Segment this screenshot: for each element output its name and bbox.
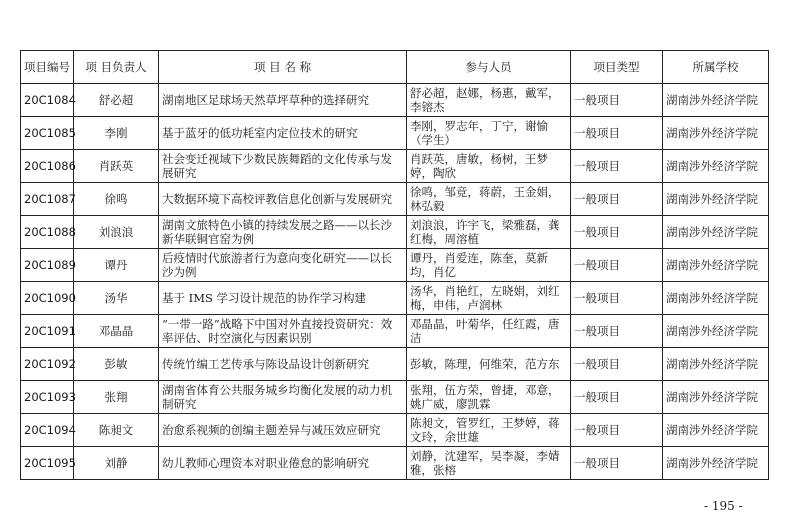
table-row <box>21 348 769 381</box>
table-row <box>21 414 769 447</box>
header-id: 项目编号 <box>21 51 74 84</box>
cell-school: 湖南涉外经济学院 <box>663 249 769 282</box>
cell-lead: 张翔 <box>74 381 159 414</box>
cell-school: 湖南涉外经济学院 <box>663 315 769 348</box>
cell-id: 20C1087 <box>21 183 74 216</box>
cell-type: 一般项目 <box>571 447 663 480</box>
cell-type: 一般项目 <box>571 381 663 414</box>
cell-title: “一带一路”战略下中国对外直接投资研究：效率评估、时空演化与因素识别 <box>159 315 407 348</box>
table-row <box>21 117 769 150</box>
table-row <box>21 249 769 282</box>
cell-type: 一般项目 <box>571 282 663 315</box>
cell-id: 20C1086 <box>21 150 74 183</box>
cell-title: 幼儿教师心理资本对职业倦怠的影响研究 <box>159 447 407 480</box>
cell-school: 湖南涉外经济学院 <box>663 216 769 249</box>
cell-members: 李刚，罗志年，丁宁，谢愉（学生） <box>407 117 571 150</box>
cell-type: 一般项目 <box>571 150 663 183</box>
cell-school: 湖南涉外经济学院 <box>663 447 769 480</box>
cell-lead: 肖跃英 <box>74 150 159 183</box>
table-row <box>21 216 769 249</box>
cell-type: 一般项目 <box>571 183 663 216</box>
cell-id: 20C1091 <box>21 315 74 348</box>
cell-school: 湖南涉外经济学院 <box>663 381 769 414</box>
header-title: 项 目 名 称 <box>159 51 407 84</box>
cell-lead: 徐鸣 <box>74 183 159 216</box>
cell-id: 20C1084 <box>21 84 74 117</box>
table-row <box>21 315 769 348</box>
cell-lead: 舒必超 <box>74 84 159 117</box>
header-lead: 项 目负责人 <box>74 51 159 84</box>
cell-id: 20C1092 <box>21 348 74 381</box>
cell-lead: 陈昶文 <box>74 414 159 447</box>
cell-members: 张翔，伍方荣，曾捷，邓意，姚广威，廖凯霖 <box>407 381 571 414</box>
cell-title: 后疫情时代旅游者行为意向变化研究——以长沙为例 <box>159 249 407 282</box>
cell-lead: 彭敏 <box>74 348 159 381</box>
cell-lead: 李刚 <box>74 117 159 150</box>
cell-title: 湖南省体育公共服务城乡均衡化发展的动力机制研究 <box>159 381 407 414</box>
cell-type: 一般项目 <box>571 216 663 249</box>
page-number: - 195 - <box>704 499 743 513</box>
cell-members: 彭敏，陈理，何维荣，范方东 <box>407 348 571 381</box>
cell-id: 20C1093 <box>21 381 74 414</box>
cell-title: 治愈系视频的创编主题差异与减压效应研究 <box>159 414 407 447</box>
cell-school: 湖南涉外经济学院 <box>663 84 769 117</box>
cell-title: 传统竹编工艺传承与陈设品设计创新研究 <box>159 348 407 381</box>
project-table <box>20 50 769 480</box>
cell-title: 社会变迁视域下少数民族舞蹈的文化传承与发展研究 <box>159 150 407 183</box>
cell-title: 湖南文旅特色小镇的持续发展之路——以长沙新华联铜官窑为例 <box>159 216 407 249</box>
cell-members: 舒必超，赵娜，杨惠，戴军，李镕杰 <box>407 84 571 117</box>
cell-lead: 刘浪浪 <box>74 216 159 249</box>
cell-type: 一般项目 <box>571 315 663 348</box>
cell-members: 刘浪浪，许宇飞，梁雅磊，龚红梅，周溶植 <box>407 216 571 249</box>
header-school: 所属学校 <box>663 51 769 84</box>
cell-members: 刘静，沈建军，吴李凝，李婧雅，张榕 <box>407 447 571 480</box>
table-row <box>21 381 769 414</box>
cell-lead: 刘静 <box>74 447 159 480</box>
cell-lead: 邓晶晶 <box>74 315 159 348</box>
cell-members: 汤华，肖艳红，左晓娟，刘红梅，申伟，卢润林 <box>407 282 571 315</box>
cell-type: 一般项目 <box>571 414 663 447</box>
cell-members: 肖跃英，唐敏，杨树，王梦婷，陶欣 <box>407 150 571 183</box>
cell-id: 20C1085 <box>21 117 74 150</box>
cell-school: 湖南涉外经济学院 <box>663 282 769 315</box>
cell-title: 大数据环境下高校评教信息化创新与发展研究 <box>159 183 407 216</box>
header-members: 参与人员 <box>407 51 571 84</box>
table-row <box>21 84 769 117</box>
cell-members: 陈昶文，管罗红，王梦婷，蒋文玲，余世雄 <box>407 414 571 447</box>
cell-lead: 谭丹 <box>74 249 159 282</box>
cell-type: 一般项目 <box>571 84 663 117</box>
cell-id: 20C1095 <box>21 447 74 480</box>
header-type: 项目类型 <box>571 51 663 84</box>
cell-type: 一般项目 <box>571 249 663 282</box>
cell-school: 湖南涉外经济学院 <box>663 348 769 381</box>
cell-id: 20C1089 <box>21 249 74 282</box>
cell-id: 20C1090 <box>21 282 74 315</box>
cell-members: 谭丹，肖爱连，陈奎，莫新均，肖亿 <box>407 249 571 282</box>
cell-school: 湖南涉外经济学院 <box>663 117 769 150</box>
cell-school: 湖南涉外经济学院 <box>663 183 769 216</box>
cell-members: 徐鸣，邹竞，蒋蔚，王金娟，林弘毅 <box>407 183 571 216</box>
table-row <box>21 150 769 183</box>
cell-members: 邓晶晶，叶菊华，任红霞，唐洁 <box>407 315 571 348</box>
cell-id: 20C1088 <box>21 216 74 249</box>
cell-type: 一般项目 <box>571 117 663 150</box>
table-row <box>21 447 769 480</box>
header-row <box>21 51 769 84</box>
cell-title: 基于 IMS 学习设计规范的协作学习构建 <box>159 282 407 315</box>
cell-id: 20C1094 <box>21 414 74 447</box>
cell-title: 基于蓝牙的低功耗室内定位技术的研究 <box>159 117 407 150</box>
cell-lead: 汤华 <box>74 282 159 315</box>
cell-title: 湖南地区足球场天然草坪草种的选择研究 <box>159 84 407 117</box>
cell-school: 湖南涉外经济学院 <box>663 150 769 183</box>
cell-school: 湖南涉外经济学院 <box>663 414 769 447</box>
table-row <box>21 183 769 216</box>
table-row <box>21 282 769 315</box>
cell-type: 一般项目 <box>571 348 663 381</box>
